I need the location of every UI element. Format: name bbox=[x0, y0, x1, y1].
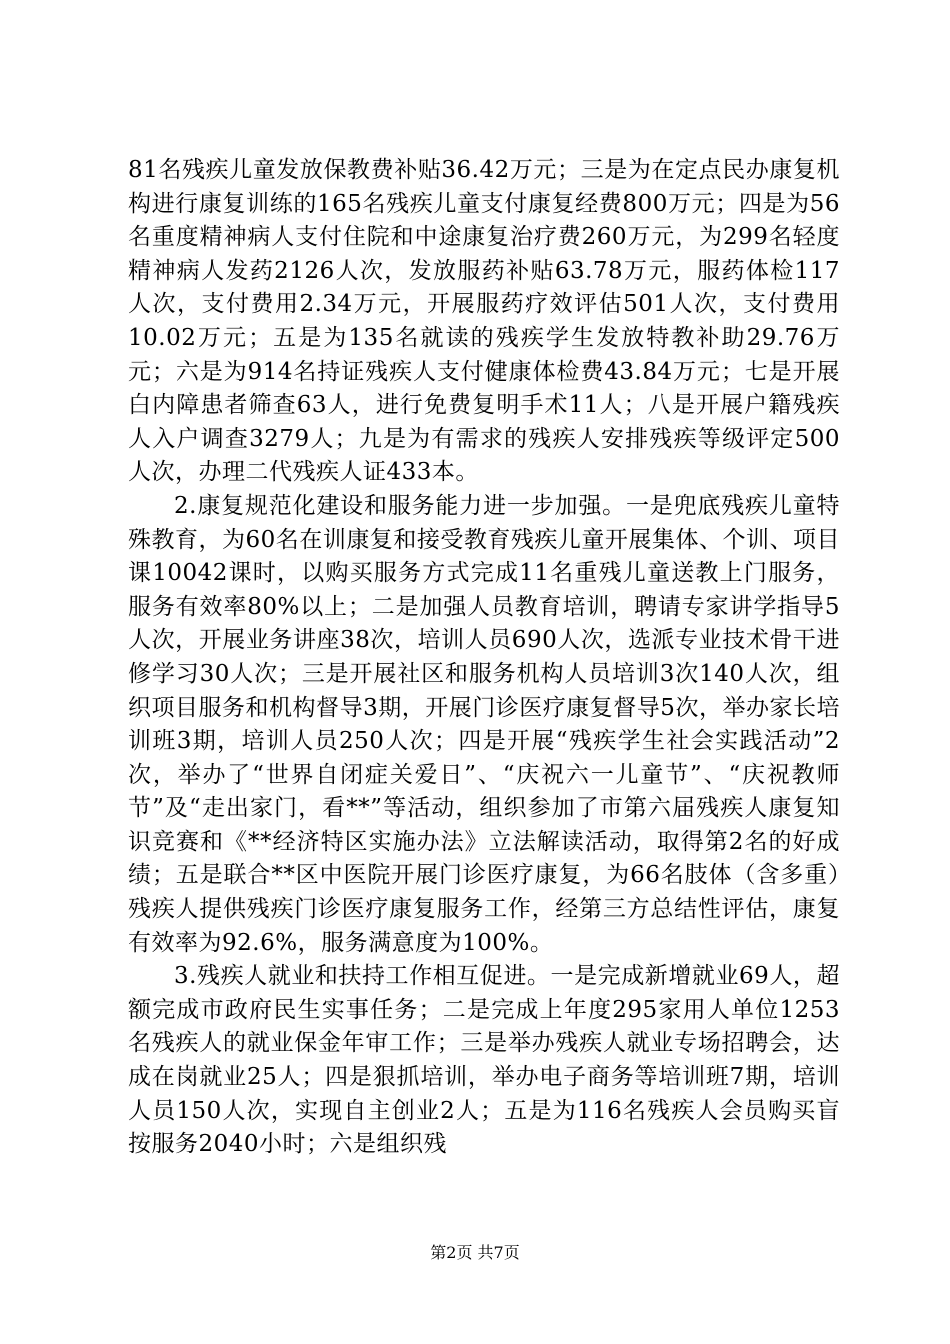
paragraph-rehabilitation: 2.康复规范化建设和服务能力进一步加强。一是兜底残疾儿童特殊教育，为60名在训康复和接受教育残疾儿童开展集体、个训、项目课10042课时，以购买服务方式完成11名重残儿童送教上门服务，服务有效率80%以上；二是加强人员教育培训，聘请专家讲学指导5人次，开展业务讲座38次，培训人员690人次，选派专业技术骨干进修学习30人次；三是开展社区和服务机构人员培训3次140人次，组织项目服务和机构督导3期，开展门诊医疗康复督导5次，举办家长培训班3期，培训人员250人次；四是开展“残疾学生社会实践活动”2次，举办了“世界自闭症关爱日”、“庆祝六一儿童节”、“庆祝教师节”及“走出家门，看**”等活动，组织参加了市第六届残疾人康复知识竞赛和《**经济特区实施办法》立法解读活动，取得第2名的好成绩；五是联合**区中医院开展门诊医疗康复，为66名肢体（含多重）残疾人提供残疾门诊医疗康复服务工作，经第三方总结性评估，康复有效率为92.6%，服务满意度为100%。 bbox=[128, 492, 840, 956]
body-text bbox=[128, 154, 840, 1162]
page-number-footer: 第2页 共7页 bbox=[430, 1243, 520, 1262]
paragraph-continuation: 81名残疾儿童发放保教费补贴36.42万元；三是为在定点民办康复机构进行康复训练的165名残疾儿童支付康复经费800万元；四是为56名重度精神病人支付住院和中途康复治疗费260万元，为299名轻度精神病人发药2126人次，发放服药补贴63.78万元，服药体检117人次，支付费用2.34万元，开展服药疗效评估501人次，支付费用10.02万元；五是为135名就读的残疾学生发放特教补助29.76万元；六是为914名持证残疾人支付健康体检费43.84万元；七是开展白内障患者筛查63人，进行免费复明手术11人；八是开展户籍残疾人入户调查3279人；九是为有需求的残疾人安排残疾等级评定500人次，办理二代残疾人证433本。 bbox=[128, 157, 840, 486]
paragraph-employment: 3.残疾人就业和扶持工作相互促进。一是完成新增就业69人，超额完成市政府民生实事任务；二是完成上年度295家用人单位1253名残疾人的就业保金年审工作；三是举办残疾人就业专场招聘会，达成在岗就业25人；四是狠抓培训，举办电子商务等培训班7期，培训人员150人次，实现自主创业2人；五是为116名残疾人会员购买盲按服务2040小时；六是组织残 bbox=[128, 963, 840, 1158]
